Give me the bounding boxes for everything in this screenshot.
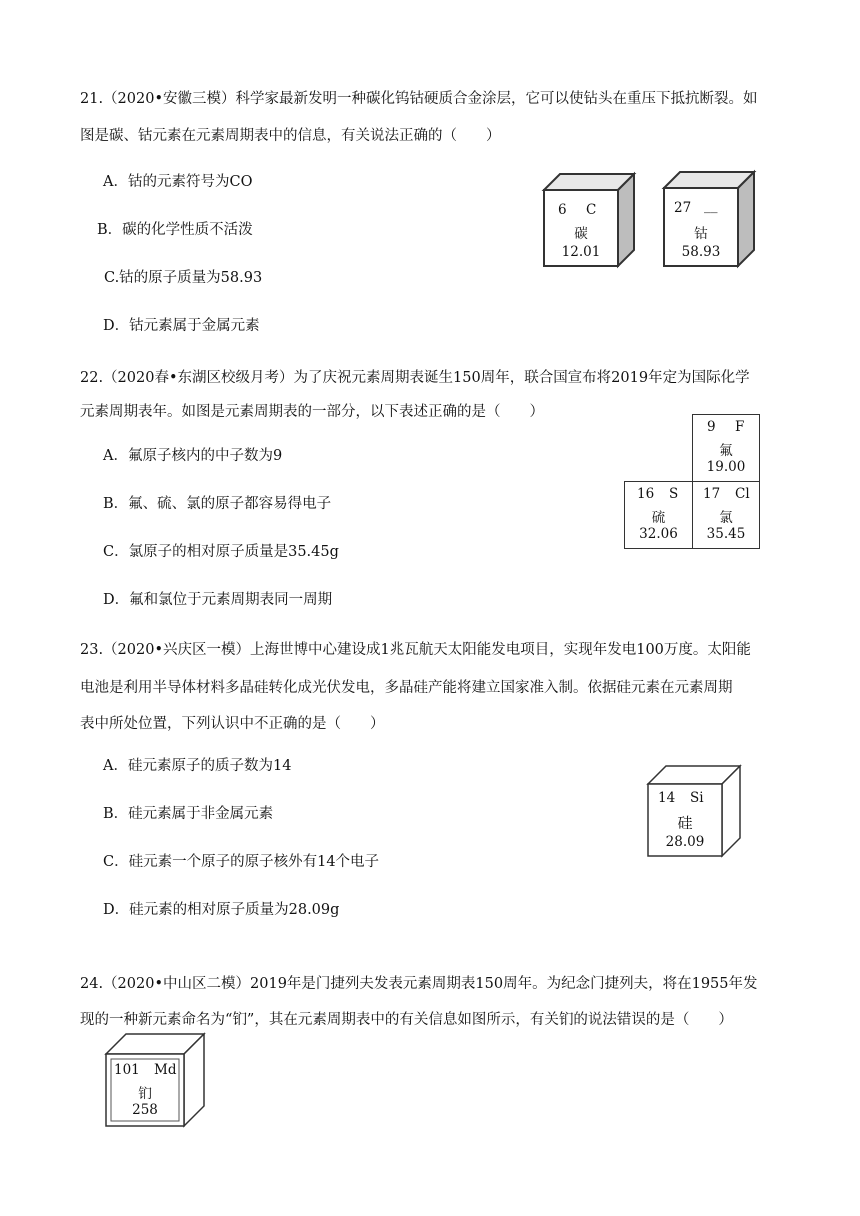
atomic-mass: 32.06	[639, 526, 678, 542]
element-tile-carbon	[540, 170, 636, 268]
atomic-number: 14	[658, 790, 676, 806]
element-name: 氯	[719, 510, 733, 526]
option-c: C.钴的原子质量为58.93	[104, 270, 263, 286]
atomic-mass: 12.01	[561, 244, 601, 260]
atomic-mass: 58.93	[681, 244, 721, 260]
atomic-number: 16	[637, 486, 655, 502]
option-c: C．氯原子的相对原子质量是35.45g	[103, 544, 339, 560]
option-a: A．硅元素原子的质子数为14	[103, 758, 292, 774]
option-b: B．硅元素属于非金属元素	[103, 806, 274, 822]
atomic-number: 27	[674, 200, 692, 216]
element-name: 硫	[651, 510, 666, 526]
atomic-number: 9	[707, 419, 716, 435]
atomic-mass: 258	[132, 1102, 158, 1118]
element-tile-silicon	[644, 762, 742, 858]
atomic-mass: 19.00	[706, 459, 746, 475]
option-c: C．硅元素一个原子的原子核外有14个电子	[103, 854, 380, 870]
option-a: A．氟原子核内的中子数为9	[103, 448, 283, 464]
question-text-line: 电池是利用半导体材料多晶硅转化成光伏发电，多晶硅产能将建立国家准入制。依据硅元素在元素周期	[80, 680, 733, 696]
element-name: 钴	[694, 226, 708, 242]
atomic-mass: 35.45	[706, 526, 746, 542]
atomic-number: 17	[703, 486, 721, 502]
element-name: 碳	[574, 226, 588, 242]
option-d: D．氟和氯位于元素周期表同一周期	[103, 592, 333, 608]
option-d: D．钴元素属于金属元素	[103, 318, 260, 334]
element-symbol: Si	[690, 790, 704, 806]
element-tile-chlorine	[692, 481, 760, 549]
question-text-line: 元素周期表年。如图是元素周期表的一部分，以下表述正确的是（ ）	[80, 404, 544, 420]
question-text-line: 图是碳、钴元素在元素周期表中的信息，有关说法正确的（ ）	[80, 128, 501, 144]
question-text-line: 21.（2020•安徽三模）科学家最新发明一种碳化钨钴硬质合金涂层，它可以使钻头在重压下抵抗断裂。如	[80, 91, 758, 107]
element-tile-fluorine	[692, 414, 760, 482]
element-symbol: Md	[154, 1062, 177, 1078]
question-text-line: 现的一种新元素命名为“钔”，其在元素周期表中的有关信息如图所示，有关钔的说法错误的是（ ）	[80, 1012, 733, 1028]
question-text-line: 表中所处位置，下列认识中不正确的是（ ）	[80, 716, 385, 732]
atomic-number: 101	[114, 1062, 140, 1078]
option-b: B．氟、硫、氯的原子都容易得电子	[103, 496, 332, 512]
element-tile-cobalt	[660, 168, 756, 268]
element-name: 氟	[719, 443, 733, 459]
atomic-number: 6	[558, 202, 567, 218]
element-symbol: S	[669, 486, 679, 502]
element-tile-mendelevium	[102, 1030, 206, 1128]
element-symbol: C	[586, 202, 597, 218]
element-name: 硅	[677, 814, 693, 832]
question-text-line: 24.（2020•中山区二模）2019年是门捷列夫发表元素周期表150周年。为纪念门捷列夫，将在1955年发	[80, 976, 758, 992]
element-tile-sulfur	[624, 481, 693, 549]
question-text-line: 23.（2020•兴庆区一模）上海世博中心建设成1兆瓦航天太阳能发电项目，实现年发电100万度。太阳能	[80, 642, 751, 658]
element-symbol: Cl	[735, 486, 750, 502]
option-a: A．钴的元素符号为CO	[103, 174, 253, 190]
option-b: B．碳的化学性质不活泼	[97, 222, 253, 238]
element-name: 钔	[138, 1086, 152, 1102]
question-text-line: 22.（2020春•东湖区校级月考）为了庆祝元素周期表诞生150周年，联合国宣布将2019年定为国际化学	[80, 370, 750, 386]
element-symbol: __	[704, 198, 718, 214]
atomic-mass: 28.09	[665, 834, 705, 850]
option-d: D．硅元素的相对原子质量为28.09g	[103, 902, 340, 918]
element-symbol: F	[735, 419, 745, 435]
